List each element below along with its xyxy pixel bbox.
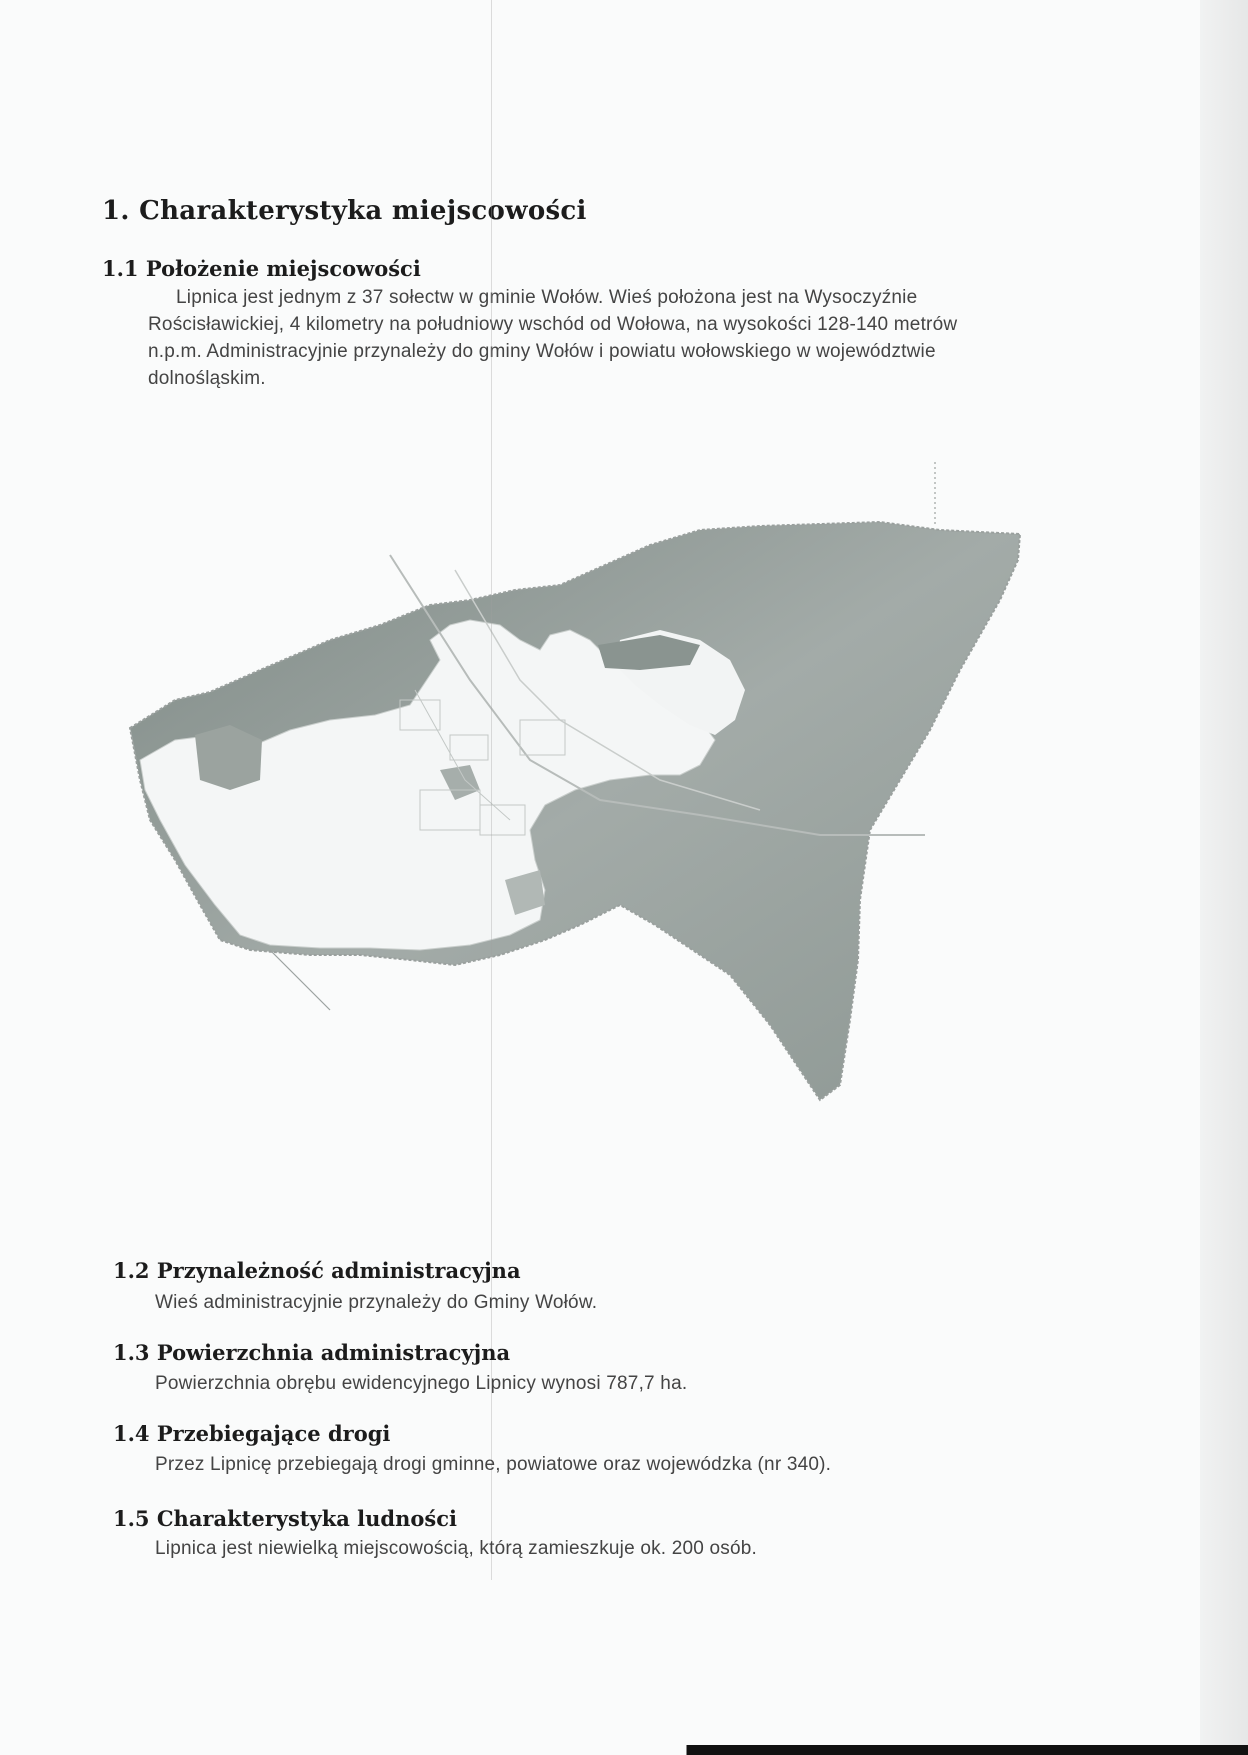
section-body-area: Powierzchnia obrębu ewidencyjnego Lipnicy wynosi 787,7 ha. (155, 1373, 688, 1394)
map-forest-patch-west (195, 725, 262, 790)
map-forest-patch-mid (440, 765, 480, 800)
map-road-main (390, 555, 925, 835)
section-title-population: 1.5 Charakterystyka ludności (113, 1506, 457, 1531)
section-body-roads: Przez Lipnicę przebiegają drogi gminne, powiatowe oraz wojewódzka (nr 340). (155, 1454, 832, 1475)
section-title-roads: 1.4 Przebiegające drogi (113, 1421, 391, 1446)
map-road-diagonal (455, 570, 760, 810)
page-heading: 1. Charakterystyka miejscowości (102, 196, 587, 226)
map-open-land-north (615, 630, 745, 735)
map-settlement (400, 690, 565, 835)
page-edge (1200, 0, 1248, 1755)
section-body-location: Lipnica jest jednym z 37 sołectw w gminie Wołów. Wieś położona jest na Wysoczyźnie Rościsławickiej, 4 kilometry na południowy wschód od Wołowa, na wysokości 128-140 metrów n.p.m. Administracyjnie przynależy do gminy Wołów i powiatu wołowskiego w województwie dolnośląskim. (148, 287, 958, 389)
map-open-land (140, 620, 715, 950)
map-forest-patch-pond (598, 635, 700, 670)
map-road-southwest (270, 950, 330, 1010)
scan-bottom-bar (0, 1745, 1248, 1755)
section-title-location: 1.1 Położenie miejscowości (102, 256, 421, 281)
section-body-population: Lipnica jest niewielką miejscowością, którą zamieszkuje ok. 200 osób. (155, 1538, 758, 1559)
map-boundary (130, 522, 1020, 1100)
section-title-area: 1.3 Powierzchnia administracyjna (113, 1340, 511, 1365)
section-body-administration: Wieś administracyjnie przynależy do Gminy Wołów. (155, 1292, 598, 1313)
map-forest-patch-south (505, 870, 545, 915)
section-title-administration: 1.2 Przynależność administracyjna (113, 1258, 521, 1283)
